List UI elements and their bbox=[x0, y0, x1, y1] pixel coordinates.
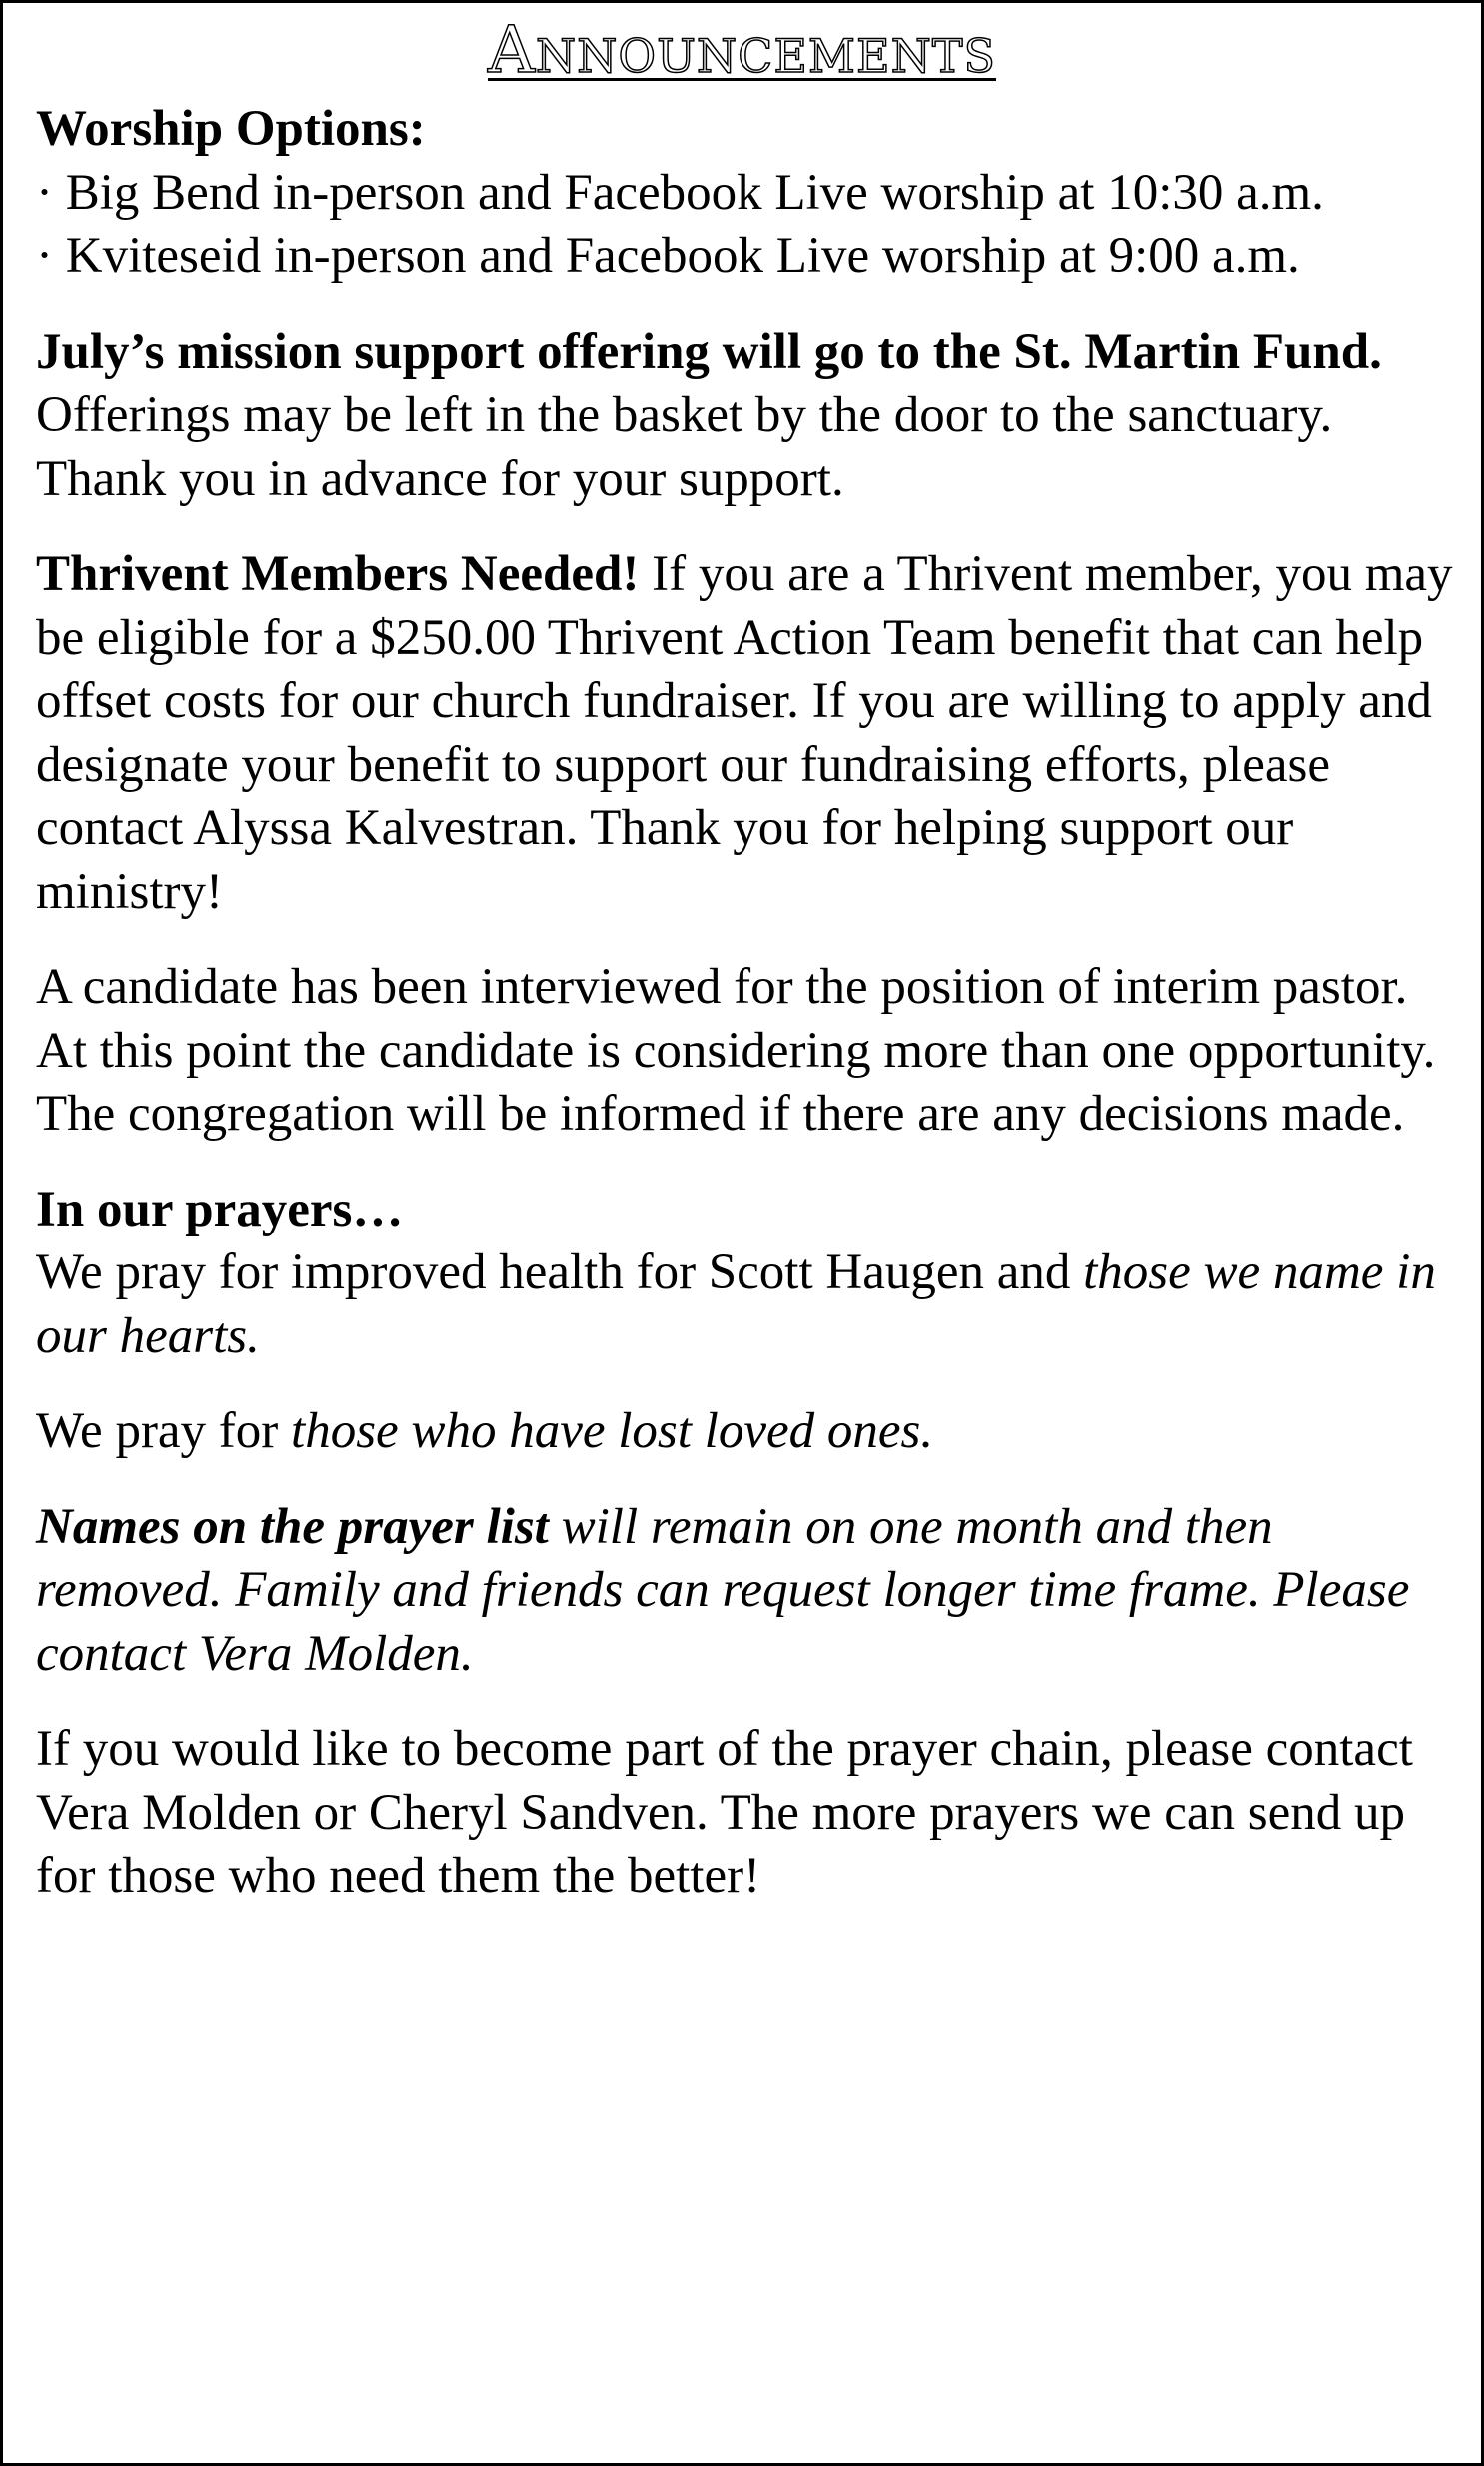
mission-offering-paragraph bbox=[36, 321, 1455, 512]
thrivent-text: If you are a Thrivent member, you may be eligible for a $250.00 Thrivent Action Team benefit that can help offset costs for our church fundraiser. If you are willing to apply and designate your benefit to support our fundraising efforts, please contact Alyssa Kalvestran. Thank you for helping support our ministry! bbox=[36, 546, 1453, 920]
prayer-lost-text: We pray for bbox=[36, 1403, 292, 1459]
prayer-health-italic: those we name in our hearts. bbox=[36, 1244, 1436, 1364]
interim-pastor-paragraph: A candidate has been interviewed for the position of interim pastor. At this point the candidate is considering more than one opportunity. The congregation will be informed if there are any decisions made. bbox=[36, 959, 1436, 1142]
thrivent-lead: Thrivent Members Needed! bbox=[36, 546, 640, 602]
thrivent-paragraph bbox=[36, 543, 1455, 924]
worship-options-heading: Worship Options: bbox=[36, 101, 426, 157]
page-title bbox=[3, 7, 1481, 91]
prayer-lost-paragraph bbox=[36, 1400, 1455, 1464]
mission-offering-lead: July’s mission support offering will go to the St. Martin Fund. bbox=[36, 323, 1382, 380]
worship-item-kviteseid: · Kviteseid in-person and Facebook Live worship at 9:00 a.m. bbox=[36, 228, 1300, 284]
prayer-chain-paragraph: If you would like to become part of the prayer chain, please contact Vera Molden or Cheryl Sandven. The more prayers we can send up for those who need them the better! bbox=[36, 1721, 1413, 1904]
announcements-body bbox=[36, 98, 1455, 1909]
prayer-list-text: will remain on one month and then removed. Family and friends can request longer time frame. Please contact Vera Molden. bbox=[36, 1498, 1410, 1682]
prayer-lost-italic: those who have lost loved ones. bbox=[291, 1403, 934, 1459]
prayer-health-text: We pray for improved health for Scott Haugen and bbox=[36, 1244, 1084, 1300]
page-title-text: Announcements bbox=[487, 13, 997, 88]
mission-offering-text: Offerings may be left in the basket by the door to the sanctuary. Thank you in advance for your support. bbox=[36, 387, 1333, 507]
prayers-section bbox=[36, 1179, 1455, 1369]
prayer-health-paragraph bbox=[36, 1241, 1455, 1368]
worship-options-section bbox=[36, 98, 1455, 289]
prayer-list-paragraph bbox=[36, 1496, 1455, 1687]
prayers-heading: In our prayers… bbox=[36, 1181, 404, 1237]
worship-item-big-bend: · Big Bend in-person and Facebook Live worship at 10:30 a.m. bbox=[36, 164, 1324, 221]
prayer-list-lead: Names on the prayer list bbox=[36, 1498, 549, 1555]
